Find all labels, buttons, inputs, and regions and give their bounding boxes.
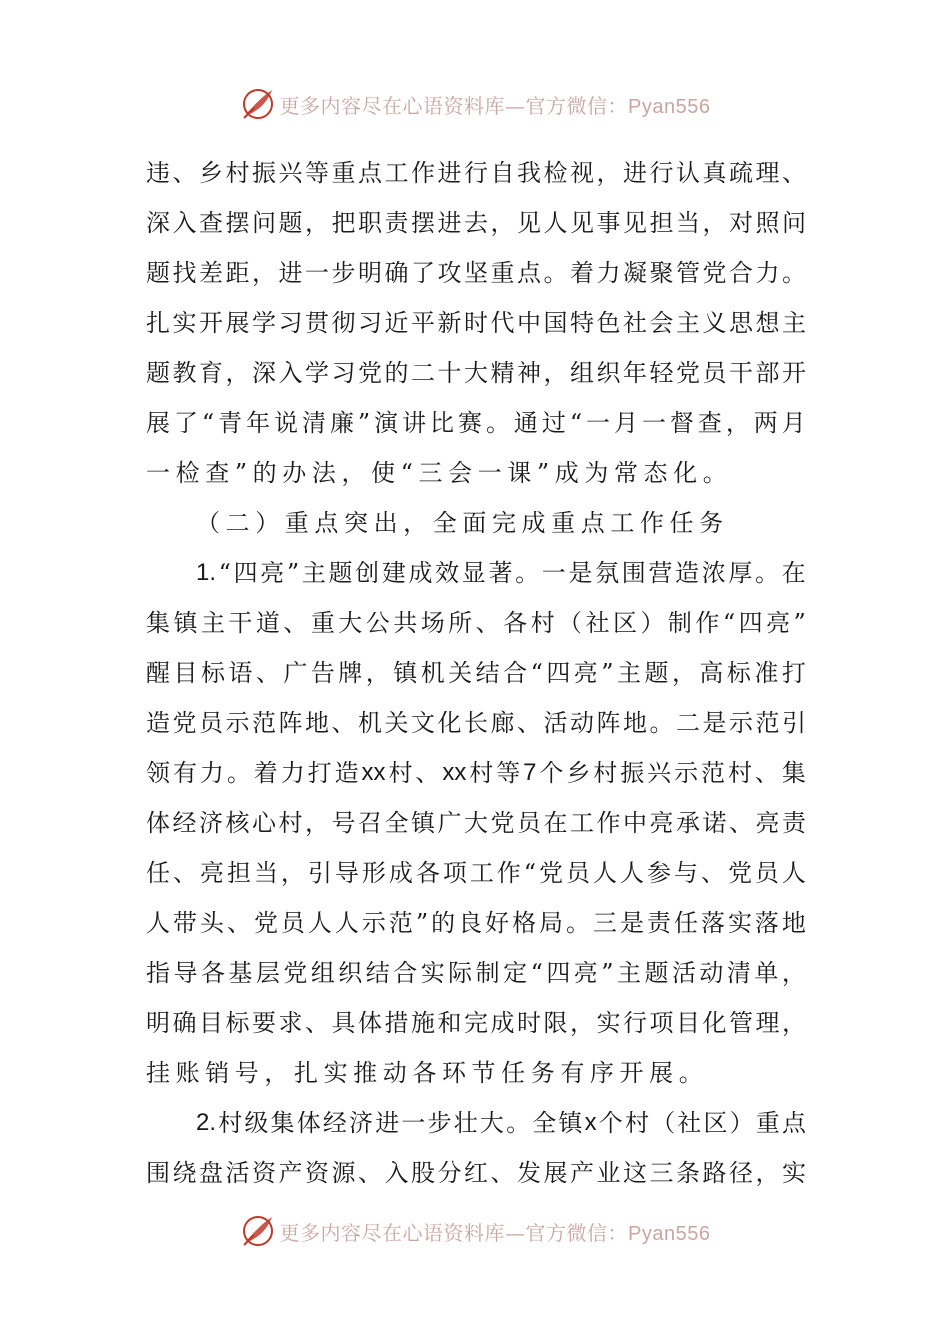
paragraph-line: 挂 账 销 号 ， 扎 实 推 动 各 环 节 任 务 有 序 开 展 。: [146, 1059, 703, 1087]
paragraph-line: 扎 实 开 展 学 习 贯 彻 习 近 平 新 时 代 中 国 特 色 社 会 主 义 思 想 主: [146, 309, 806, 337]
feather-pen-circle-icon: [240, 86, 276, 122]
paragraph-line: 题 教 育 ， 深 入 学 习 党 的 二 十 大 精 神 ， 组 织 年 轻 党 员 干 部 开: [146, 359, 806, 387]
paragraph-line: 指 导 各 基 层 党 组 织 结 合 实 际 制 定 “ 四 亮 ” 主 题 活 动 清 单 ，: [146, 959, 806, 987]
paragraph-line: 题 找 差 距 ， 进 一 步 明 确 了 攻 坚 重 点 。 着 力 凝 聚 管 党 合 力 。: [146, 259, 806, 287]
paragraph-line: 2. 村 级 集 体 经 济 进 一 步 壮 大 。 全 镇 x 个 村 （ 社 区 ） 重 点: [196, 1109, 806, 1137]
header-watermark: [0, 84, 950, 124]
paragraph-line: 任 、 亮 担 当 ， 引 导 形 成 各 项 工 作 “ 党 员 人 人 参 与 、 党 员 人: [146, 859, 806, 887]
feather-pen-circle-icon: [240, 1213, 276, 1249]
paragraph-line: 1. “ 四 亮 ” 主 题 创 建 成 效 显 著 。 一 是 氛 围 营 造 浓 厚 。 在: [196, 559, 806, 587]
paragraph-line: 人 带 头 、 党 员 人 人 示 范 ” 的 良 好 格 局 。 三 是 责 任 落 实 落 地: [146, 909, 806, 937]
document-body: [146, 148, 806, 1198]
footer-watermark: [0, 1211, 950, 1251]
paragraph-line: 明 确 目 标 要 求 、 具 体 措 施 和 完 成 时 限 ， 实 行 项 目 化 管 理 ，: [146, 1009, 806, 1037]
paragraph-line: 领 有 力 。 着 力 打 造 xx 村 、 xx 村 等 7 个 乡 村 振 兴 示 范 村 、 集: [146, 759, 806, 787]
paragraph-line: 醒 目 标 语 、 广 告 牌 ， 镇 机 关 结 合 “ 四 亮 ” 主 题 ， 高 标 准 打: [146, 659, 806, 687]
paragraph-line: 围 绕 盘 活 资 产 资 源 、 入 股 分 红 、 发 展 产 业 这 三 条 路 径 ， 实: [146, 1159, 806, 1187]
paragraph-line: 深 入 查 摆 问 题 ， 把 职 责 摆 进 去 ， 见 人 见 事 见 担 当 ， 对 照 问: [146, 209, 806, 237]
watermark-text: 更多内容尽在心语资料库—官方微信：Pyan556: [279, 1220, 711, 1245]
paragraph-line: （ 二 ） 重 点 突 出 ， 全 面 完 成 重 点 工 作 任 务: [196, 509, 724, 537]
paragraph-line: 集 镇 主 干 道 、 重 大 公 共 场 所 、 各 村 （ 社 区 ） 制 作 “ 四 亮 ”: [146, 609, 806, 637]
paragraph-line: 一 检 查 ” 的 办 法 ， 使 “ 三 会 一 课 ” 成 为 常 态 化 。: [146, 459, 727, 487]
paragraph-line: 展 了 “ 青 年 说 清 廉 ” 演 讲 比 赛 。 通 过 “ 一 月 一 督 查 ， 两 月: [146, 409, 806, 437]
paragraph-line: 体 经 济 核 心 村 ， 号 召 全 镇 广 大 党 员 在 工 作 中 亮 承 诺 、 亮 责: [146, 809, 806, 837]
paragraph-line: 造 党 员 示 范 阵 地 、 机 关 文 化 长 廊 、 活 动 阵 地 。 二 是 示 范 引: [146, 709, 806, 737]
paragraph-line: 违 、 乡 村 振 兴 等 重 点 工 作 进 行 自 我 检 视 ， 进 行 认 真 疏 理 、: [146, 159, 806, 187]
watermark-text: 更多内容尽在心语资料库—官方微信：Pyan556: [279, 93, 711, 118]
